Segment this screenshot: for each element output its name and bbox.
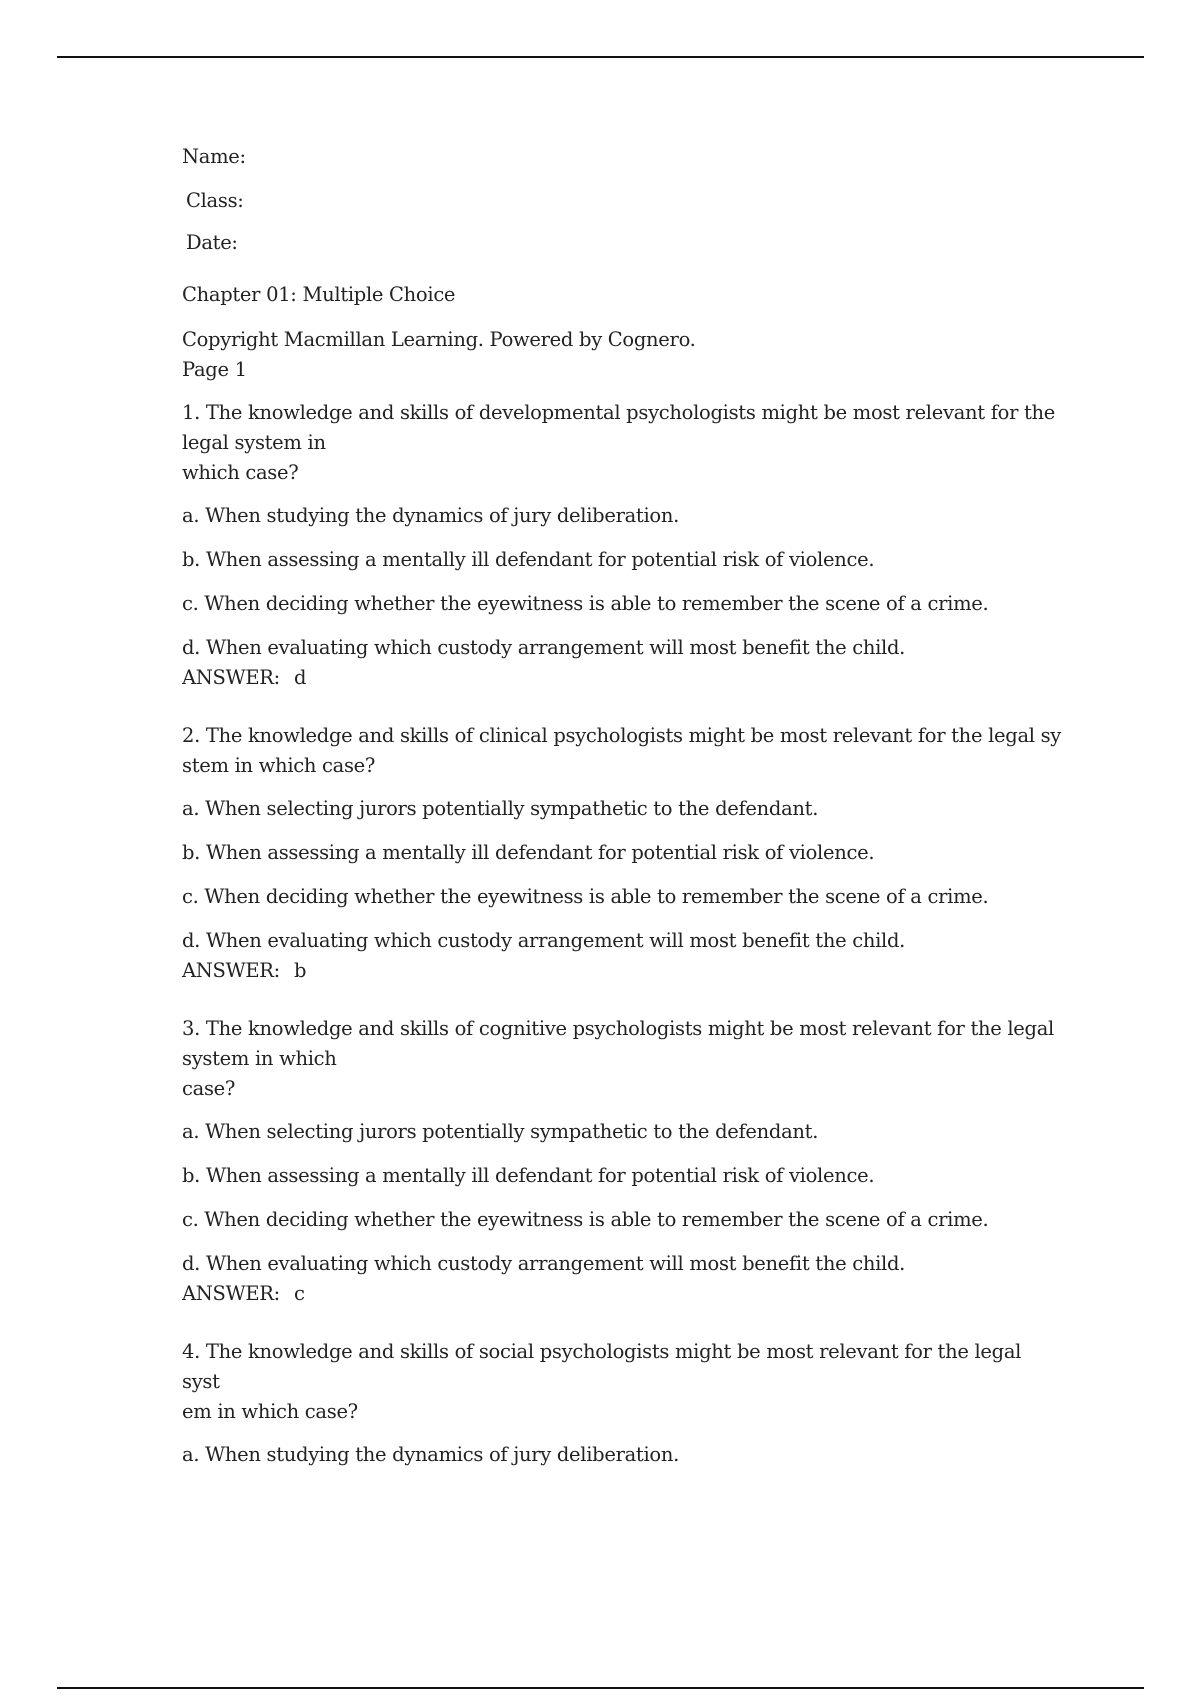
answer-choice-a: a. When selecting jurors potentially sympathetic to the defendant.: [182, 1120, 819, 1143]
answer-choice-a: a. When studying the dynamics of jury deliberation.: [182, 504, 680, 527]
answer-choice-d: d. When evaluating which custody arrangement will most benefit the child.: [182, 636, 906, 659]
answer-label: ANSWER:: [182, 959, 280, 982]
bottom-rule: [57, 1687, 1144, 1689]
question-2: [182, 721, 1062, 986]
top-rule: [57, 56, 1144, 58]
answer-label: ANSWER:: [182, 666, 280, 689]
question-stem: 3. The knowledge and skills of cognitive psychologists might be most relevant for the legal system in which case?: [182, 1017, 1054, 1100]
question-stem: 4. The knowledge and skills of social psychologists might be most relevant for the legal syst em in which case?: [182, 1340, 1022, 1423]
answer-key: [182, 956, 1062, 986]
answer-choice-c: c. When deciding whether the eyewitness is able to remember the scene of a crime.: [182, 885, 989, 908]
answer-label: ANSWER:: [182, 1282, 280, 1305]
copyright-notice: Copyright Macmillan Learning. Powered by Cognero.: [182, 328, 696, 351]
chapter-title: Chapter 01: Multiple Choice: [182, 283, 456, 306]
question-4: [182, 1337, 1062, 1470]
question-3: [182, 1014, 1062, 1309]
answer-value: b: [293, 959, 307, 982]
page-number: Page 1: [182, 358, 247, 381]
question-stem: 1. The knowledge and skills of developmental psychologists might be most relevant for the legal system in which case?: [182, 401, 1056, 484]
answer-choice-a: a. When selecting jurors potentially sympathetic to the defendant.: [182, 797, 819, 820]
answer-choice-d: d. When evaluating which custody arrangement will most benefit the child.: [182, 929, 906, 952]
answer-choice-c: c. When deciding whether the eyewitness is able to remember the scene of a crime.: [182, 592, 989, 615]
answer-choice-b: b. When assessing a mentally ill defendant for potential risk of violence.: [182, 841, 875, 864]
date-label: Date:: [186, 231, 238, 254]
answer-value: d: [293, 666, 307, 689]
question-stem: 2. The knowledge and skills of clinical psychologists might be most relevant for the legal sy stem in which case?: [182, 724, 1062, 777]
answer-choice-b: b. When assessing a mentally ill defendant for potential risk of violence.: [182, 1164, 875, 1187]
answer-choice-b: b. When assessing a mentally ill defendant for potential risk of violence.: [182, 548, 875, 571]
question-1: [182, 398, 1062, 693]
document-body: [182, 142, 1062, 1484]
answer-choice-a: a. When studying the dynamics of jury deliberation.: [182, 1443, 680, 1466]
answer-choice-d: d. When evaluating which custody arrangement will most benefit the child.: [182, 1252, 906, 1275]
name-label: Name:: [182, 145, 246, 168]
answer-key: [182, 1279, 1062, 1309]
class-label: Class:: [186, 189, 244, 212]
answer-choice-c: c. When deciding whether the eyewitness is able to remember the scene of a crime.: [182, 1208, 989, 1231]
answer-value: c: [293, 1282, 305, 1305]
answer-key: [182, 663, 1062, 693]
